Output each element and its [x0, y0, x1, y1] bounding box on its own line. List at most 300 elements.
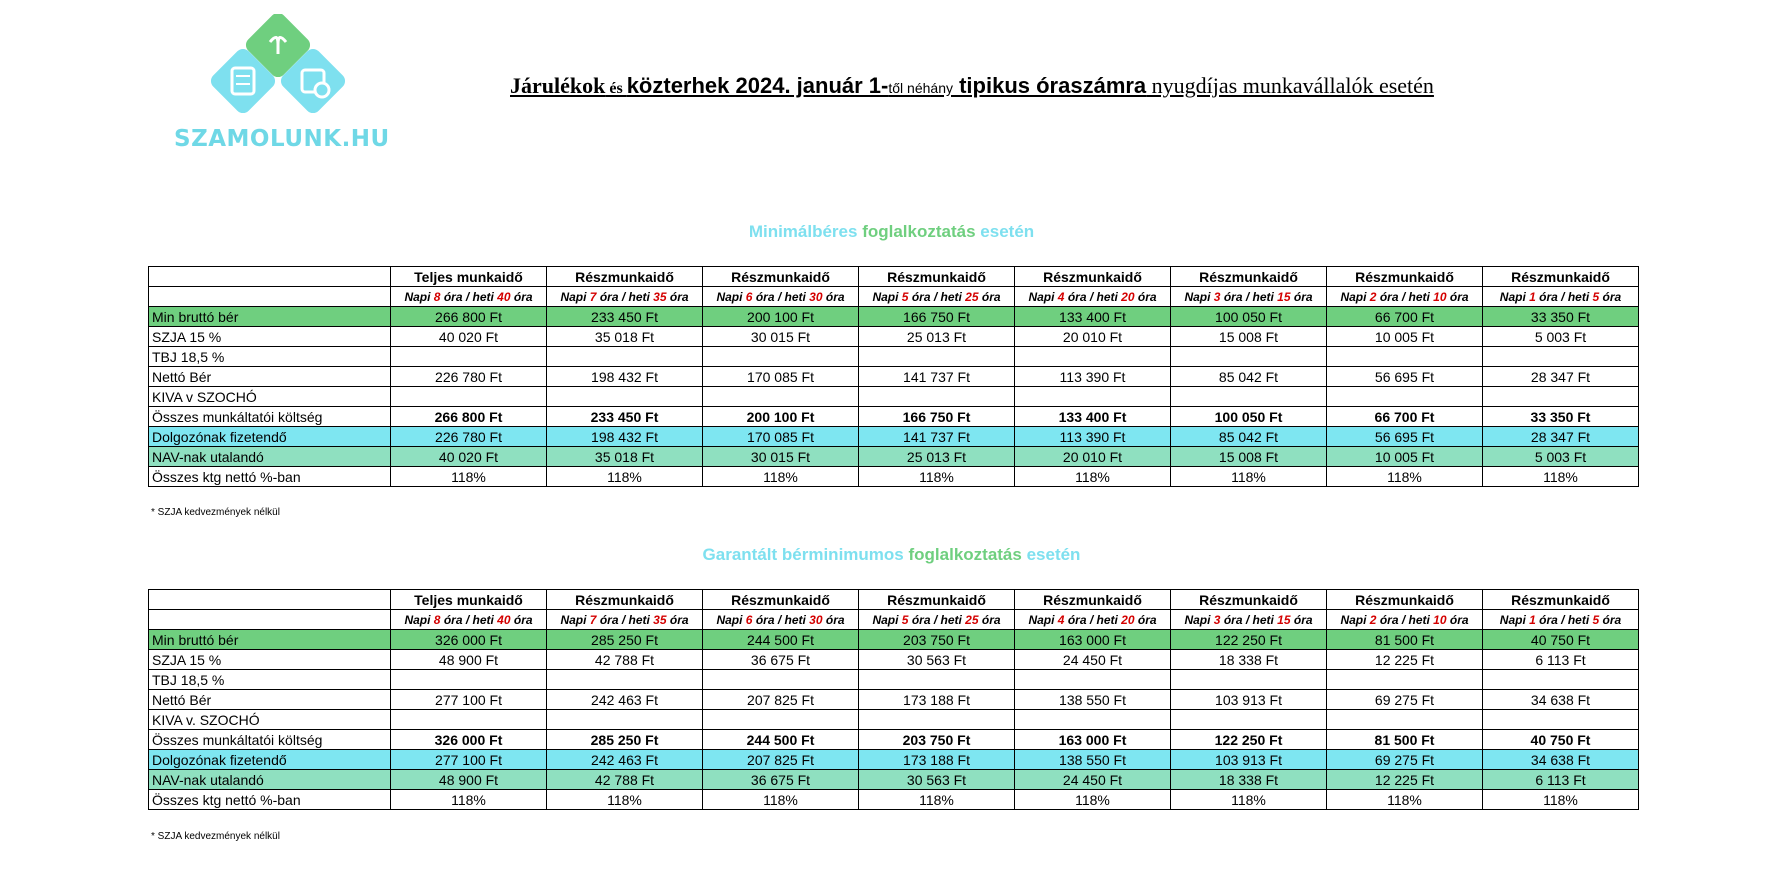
table-cell: [1327, 347, 1483, 367]
table-cell: 200 100 Ft: [703, 407, 859, 427]
minimum-wage-table: [148, 266, 1639, 487]
table-cell: 118%: [547, 467, 703, 487]
column-header: Részmunkaidő: [1171, 267, 1327, 287]
column-header: Részmunkaidő: [1483, 267, 1639, 287]
table-cell: 12 225 Ft: [1327, 770, 1483, 790]
hours-text: Napi: [1184, 612, 1214, 627]
column-header: Részmunkaidő: [703, 267, 859, 287]
table-cell: 133 400 Ft: [1015, 407, 1171, 427]
table-cell: 277 100 Ft: [391, 750, 547, 770]
table-cell: 166 750 Ft: [859, 307, 1015, 327]
hours-cell: [703, 610, 859, 630]
table-row: [149, 710, 1639, 730]
weekly-hours: 5: [1592, 612, 1600, 627]
daily-hours: 2: [1369, 289, 1377, 304]
table-row: [149, 770, 1639, 790]
title-part-4: től néhány: [888, 80, 953, 96]
daily-hours: 2: [1369, 612, 1377, 627]
hours-text: óra: [1599, 289, 1622, 304]
row-label: Min bruttó bér: [149, 630, 391, 650]
table-cell: 244 500 Ft: [703, 630, 859, 650]
hours-text: Napi: [872, 289, 902, 304]
table-cell: 40 020 Ft: [391, 327, 547, 347]
table-cell: 198 432 Ft: [547, 367, 703, 387]
table-cell: [547, 347, 703, 367]
hours-row: [149, 287, 1639, 307]
daily-hours: 6: [745, 289, 753, 304]
section-title-c: esetén: [1026, 545, 1081, 564]
column-header: Teljes munkaidő: [391, 267, 547, 287]
table-cell: 20 010 Ft: [1015, 447, 1171, 467]
table-cell: 118%: [859, 467, 1015, 487]
table-cell: 207 825 Ft: [703, 690, 859, 710]
hours-text: óra: [978, 612, 1001, 627]
table-cell: 56 695 Ft: [1327, 427, 1483, 447]
table-cell: 30 563 Ft: [859, 770, 1015, 790]
column-header: Részmunkaidő: [1171, 590, 1327, 610]
hours-text: óra: [1446, 612, 1469, 627]
daily-hours: 5: [901, 289, 909, 304]
title-part-3: közterhek 2024. január 1-: [626, 73, 889, 98]
table-cell: 266 800 Ft: [391, 407, 547, 427]
header-row: [149, 267, 1639, 287]
table-cell: [703, 710, 859, 730]
table-row: [149, 387, 1639, 407]
weekly-hours: 10: [1433, 612, 1447, 627]
table-cell: 118%: [1483, 790, 1639, 810]
table-cell: 100 050 Ft: [1171, 307, 1327, 327]
hours-text: óra: [822, 612, 845, 627]
table-cell: 226 780 Ft: [391, 427, 547, 447]
table-cell: 10 005 Ft: [1327, 327, 1483, 347]
table-cell: 66 700 Ft: [1327, 307, 1483, 327]
hours-text: óra: [1446, 289, 1469, 304]
table-row: [149, 690, 1639, 710]
table-cell: 40 020 Ft: [391, 447, 547, 467]
table-footnote: * SZJA kedvezmények nélkül: [151, 831, 280, 842]
weekly-hours: 40: [497, 612, 511, 627]
table-cell: 141 737 Ft: [859, 427, 1015, 447]
table-cell: 35 018 Ft: [547, 447, 703, 467]
hours-text: óra / heti: [752, 289, 810, 304]
table-cell: 25 013 Ft: [859, 447, 1015, 467]
row-label: Nettó Bér: [149, 367, 391, 387]
weekly-hours: 20: [1121, 612, 1135, 627]
table-cell: 18 338 Ft: [1171, 650, 1327, 670]
table-cell: 5 003 Ft: [1483, 327, 1639, 347]
table-cell: 118%: [859, 790, 1015, 810]
hours-cell: [859, 610, 1015, 630]
hours-cell: [859, 287, 1015, 307]
table-cell: [1171, 670, 1327, 690]
table-cell: 25 013 Ft: [859, 327, 1015, 347]
table-cell: 226 780 Ft: [391, 367, 547, 387]
weekly-hours: 10: [1433, 289, 1447, 304]
column-header: Részmunkaidő: [1327, 590, 1483, 610]
row-label: Dolgozónak fizetendő: [149, 427, 391, 447]
table-cell: [547, 670, 703, 690]
table-cell: 285 250 Ft: [547, 730, 703, 750]
table-cell: 5 003 Ft: [1483, 447, 1639, 467]
hours-text: óra: [510, 289, 533, 304]
table-cell: 198 432 Ft: [547, 427, 703, 447]
hours-text: Napi: [560, 612, 590, 627]
hours-text: Napi: [872, 612, 902, 627]
table-cell: 30 015 Ft: [703, 447, 859, 467]
table-cell: [1171, 347, 1327, 367]
table-cell: [547, 710, 703, 730]
hours-cell: [1327, 287, 1483, 307]
hours-text: Napi: [404, 289, 434, 304]
hours-text: óra / heti: [596, 612, 654, 627]
table-cell: [703, 347, 859, 367]
title-part-2: és: [605, 80, 627, 97]
row-label: Min bruttó bér: [149, 307, 391, 327]
table-cell: 138 550 Ft: [1015, 690, 1171, 710]
hours-cell: [1015, 287, 1171, 307]
table-cell: 36 675 Ft: [703, 770, 859, 790]
table-cell: 118%: [1171, 467, 1327, 487]
weekly-hours: 30: [809, 612, 823, 627]
hours-text: Napi: [1499, 289, 1530, 304]
table-cell: 166 750 Ft: [859, 407, 1015, 427]
table-row: [149, 327, 1639, 347]
table-cell: 285 250 Ft: [547, 630, 703, 650]
table-cell: 233 450 Ft: [547, 307, 703, 327]
table-row: [149, 447, 1639, 467]
weekly-hours: 15: [1277, 612, 1291, 627]
table-cell: 326 000 Ft: [391, 630, 547, 650]
column-header: Részmunkaidő: [1015, 267, 1171, 287]
column-header: Részmunkaidő: [1015, 590, 1171, 610]
table-cell: 122 250 Ft: [1171, 630, 1327, 650]
hours-empty-cell: [149, 610, 391, 630]
hours-text: óra: [1290, 289, 1313, 304]
hours-text: Napi: [1028, 612, 1058, 627]
hours-text: óra: [666, 289, 689, 304]
table-cell: 56 695 Ft: [1327, 367, 1483, 387]
table-cell: [391, 710, 547, 730]
table-cell: 35 018 Ft: [547, 327, 703, 347]
row-label: NAV-nak utalandó: [149, 447, 391, 467]
row-label: Összes munkáltatói költség: [149, 407, 391, 427]
hours-text: óra / heti: [440, 289, 498, 304]
table-cell: 173 188 Ft: [859, 750, 1015, 770]
logo-text: SZAMOLUNK.HU: [174, 126, 390, 152]
table-cell: 10 005 Ft: [1327, 447, 1483, 467]
table-row: [149, 407, 1639, 427]
table-cell: 203 750 Ft: [859, 630, 1015, 650]
table-row: [149, 670, 1639, 690]
table-cell: 81 500 Ft: [1327, 730, 1483, 750]
table-cell: 200 100 Ft: [703, 307, 859, 327]
hours-text: óra: [1134, 289, 1157, 304]
header-empty-cell: [149, 267, 391, 287]
daily-hours: 5: [901, 612, 909, 627]
table-cell: [859, 387, 1015, 407]
hours-cell: [1171, 610, 1327, 630]
table-cell: 40 750 Ft: [1483, 630, 1639, 650]
table-cell: [391, 347, 547, 367]
table-cell: 28 347 Ft: [1483, 367, 1639, 387]
hours-text: óra / heti: [908, 612, 966, 627]
table-row: [149, 367, 1639, 387]
table-cell: [1483, 347, 1639, 367]
table-cell: 242 463 Ft: [547, 690, 703, 710]
hours-cell: [391, 610, 547, 630]
column-header: Részmunkaidő: [1327, 267, 1483, 287]
table-cell: 118%: [391, 467, 547, 487]
table-cell: [859, 710, 1015, 730]
table-cell: 122 250 Ft: [1171, 730, 1327, 750]
table-footnote: * SZJA kedvezmények nélkül: [151, 507, 280, 518]
daily-hours: 3: [1213, 289, 1221, 304]
row-label: KIVA v SZOCHÓ: [149, 387, 391, 407]
title-part-1: Járulékok: [510, 73, 606, 98]
hours-text: óra / heti: [1064, 289, 1122, 304]
weekly-hours: 25: [965, 289, 979, 304]
table-cell: 118%: [1015, 467, 1171, 487]
hours-cell: [1483, 610, 1639, 630]
hours-text: Napi: [716, 289, 746, 304]
hours-text: óra: [978, 289, 1001, 304]
table-cell: 203 750 Ft: [859, 730, 1015, 750]
table-cell: [547, 387, 703, 407]
table-cell: 118%: [703, 467, 859, 487]
table-cell: 85 042 Ft: [1171, 367, 1327, 387]
row-label: SZJA 15 %: [149, 650, 391, 670]
hours-text: Napi: [1340, 289, 1370, 304]
table-cell: 326 000 Ft: [391, 730, 547, 750]
table-cell: 81 500 Ft: [1327, 630, 1483, 650]
table-cell: 118%: [1327, 790, 1483, 810]
table-cell: 85 042 Ft: [1171, 427, 1327, 447]
table-cell: 118%: [703, 790, 859, 810]
table-cell: 42 788 Ft: [547, 770, 703, 790]
table-cell: [391, 387, 547, 407]
table-cell: 18 338 Ft: [1171, 770, 1327, 790]
section-title-b: foglalkoztatás: [862, 222, 976, 241]
table-cell: 277 100 Ft: [391, 690, 547, 710]
hours-row: [149, 610, 1639, 630]
page-title: [510, 73, 1434, 99]
column-header: Részmunkaidő: [859, 267, 1015, 287]
hours-text: óra: [822, 289, 845, 304]
table-cell: [1015, 387, 1171, 407]
daily-hours: 8: [433, 289, 441, 304]
table-cell: 33 350 Ft: [1483, 307, 1639, 327]
column-header: Részmunkaidő: [859, 590, 1015, 610]
table-cell: 15 008 Ft: [1171, 447, 1327, 467]
daily-hours: 6: [745, 612, 753, 627]
table-cell: 113 390 Ft: [1015, 367, 1171, 387]
hours-text: óra / heti: [908, 289, 966, 304]
table-cell: 233 450 Ft: [547, 407, 703, 427]
section-1-title: [0, 222, 1783, 242]
table-cell: 48 900 Ft: [391, 650, 547, 670]
table-cell: 103 913 Ft: [1171, 690, 1327, 710]
table-cell: 66 700 Ft: [1327, 407, 1483, 427]
daily-hours: 1: [1529, 612, 1536, 627]
table-cell: 24 450 Ft: [1015, 650, 1171, 670]
table-cell: [1327, 710, 1483, 730]
hours-text: óra / heti: [752, 612, 810, 627]
hours-text: Napi: [1184, 289, 1214, 304]
table-cell: [859, 347, 1015, 367]
table-row: [149, 347, 1639, 367]
table-cell: [703, 670, 859, 690]
row-label: KIVA v. SZOCHÓ: [149, 710, 391, 730]
row-label: Összes ktg nettó %-ban: [149, 790, 391, 810]
header-row: [149, 590, 1639, 610]
table-cell: [1171, 387, 1327, 407]
row-label: TBJ 18,5 %: [149, 670, 391, 690]
weekly-hours: 15: [1277, 289, 1291, 304]
table-cell: 244 500 Ft: [703, 730, 859, 750]
header-empty-cell: [149, 590, 391, 610]
hours-text: óra / heti: [1376, 612, 1434, 627]
table-cell: 207 825 Ft: [703, 750, 859, 770]
hours-text: óra: [1599, 612, 1622, 627]
table-cell: 36 675 Ft: [703, 650, 859, 670]
weekly-hours: 35: [653, 289, 667, 304]
table-cell: 42 788 Ft: [547, 650, 703, 670]
section-title-a: Garantált bérminimumos: [702, 545, 904, 564]
logo-icon: [210, 14, 350, 129]
column-header: Részmunkaidő: [547, 590, 703, 610]
hours-text: óra / heti: [596, 289, 654, 304]
table-cell: 40 750 Ft: [1483, 730, 1639, 750]
table-cell: 12 225 Ft: [1327, 650, 1483, 670]
row-label: Nettó Bér: [149, 690, 391, 710]
table-cell: 69 275 Ft: [1327, 750, 1483, 770]
hours-text: Napi: [560, 289, 590, 304]
table-cell: [391, 670, 547, 690]
hours-cell: [1015, 610, 1171, 630]
hours-text: óra / heti: [1220, 289, 1278, 304]
table-row: [149, 427, 1639, 447]
table-row: [149, 307, 1639, 327]
table-cell: [703, 387, 859, 407]
table-cell: [1015, 347, 1171, 367]
table-cell: 133 400 Ft: [1015, 307, 1171, 327]
weekly-hours: 5: [1592, 289, 1600, 304]
table-cell: 100 050 Ft: [1171, 407, 1327, 427]
hours-text: óra / heti: [440, 612, 498, 627]
table-cell: 20 010 Ft: [1015, 327, 1171, 347]
table-cell: [1327, 387, 1483, 407]
weekly-hours: 20: [1121, 289, 1135, 304]
column-header: Részmunkaidő: [1483, 590, 1639, 610]
hours-text: Napi: [404, 612, 434, 627]
table-cell: [1171, 710, 1327, 730]
hours-text: óra / heti: [1376, 289, 1434, 304]
hours-cell: [1327, 610, 1483, 630]
table-cell: 113 390 Ft: [1015, 427, 1171, 447]
hours-text: Napi: [1499, 612, 1530, 627]
table-cell: [1483, 710, 1639, 730]
daily-hours: 3: [1213, 612, 1221, 627]
table-cell: 34 638 Ft: [1483, 690, 1639, 710]
hours-cell: [1483, 287, 1639, 307]
table-cell: 118%: [1483, 467, 1639, 487]
hours-cell: [547, 287, 703, 307]
section-title-c: esetén: [980, 222, 1035, 241]
hours-text: Napi: [716, 612, 746, 627]
hours-empty-cell: [149, 287, 391, 307]
hours-text: óra / heti: [1220, 612, 1278, 627]
table-cell: 24 450 Ft: [1015, 770, 1171, 790]
hours-text: óra: [1134, 612, 1157, 627]
weekly-hours: 30: [809, 289, 823, 304]
row-label: SZJA 15 %: [149, 327, 391, 347]
table-cell: [1483, 387, 1639, 407]
table-cell: 163 000 Ft: [1015, 630, 1171, 650]
table-cell: 33 350 Ft: [1483, 407, 1639, 427]
hours-text: Napi: [1028, 289, 1058, 304]
table-cell: 266 800 Ft: [391, 307, 547, 327]
table-cell: 15 008 Ft: [1171, 327, 1327, 347]
title-part-5: tipikus óraszámra: [952, 73, 1147, 98]
table-row: [149, 630, 1639, 650]
hours-text: óra / heti: [1535, 612, 1593, 627]
table-cell: 170 085 Ft: [703, 427, 859, 447]
table-cell: 118%: [1015, 790, 1171, 810]
table-cell: 173 188 Ft: [859, 690, 1015, 710]
table-row: [149, 650, 1639, 670]
table-cell: [859, 670, 1015, 690]
row-label: Dolgozónak fizetendő: [149, 750, 391, 770]
hours-text: óra / heti: [1064, 612, 1122, 627]
weekly-hours: 35: [653, 612, 667, 627]
hours-text: óra: [510, 612, 533, 627]
logo: [170, 14, 390, 154]
table-cell: 170 085 Ft: [703, 367, 859, 387]
table-cell: 163 000 Ft: [1015, 730, 1171, 750]
column-header: Teljes munkaidő: [391, 590, 547, 610]
table-cell: 34 638 Ft: [1483, 750, 1639, 770]
daily-hours: 7: [589, 612, 597, 627]
table-cell: 141 737 Ft: [859, 367, 1015, 387]
table-cell: 103 913 Ft: [1171, 750, 1327, 770]
table-cell: [1327, 670, 1483, 690]
section-title-b: foglalkoztatás: [908, 545, 1022, 564]
row-label: NAV-nak utalandó: [149, 770, 391, 790]
daily-hours: 1: [1529, 289, 1536, 304]
table-cell: [1015, 710, 1171, 730]
table-cell: 28 347 Ft: [1483, 427, 1639, 447]
section-title-a: Minimálbéres: [748, 222, 858, 241]
hours-cell: [1171, 287, 1327, 307]
column-header: Részmunkaidő: [703, 590, 859, 610]
title-part-6: nyugdíjas munkavállalók esetén: [1146, 73, 1434, 98]
table-cell: 48 900 Ft: [391, 770, 547, 790]
hours-text: Napi: [1340, 612, 1370, 627]
guaranteed-minimum-table: [148, 589, 1639, 810]
table-cell: 138 550 Ft: [1015, 750, 1171, 770]
table-cell: 6 113 Ft: [1483, 650, 1639, 670]
hours-cell: [703, 287, 859, 307]
daily-hours: 4: [1057, 289, 1065, 304]
column-header: Részmunkaidő: [547, 267, 703, 287]
row-label: TBJ 18,5 %: [149, 347, 391, 367]
hours-text: óra / heti: [1535, 289, 1593, 304]
table-cell: 6 113 Ft: [1483, 770, 1639, 790]
daily-hours: 8: [433, 612, 441, 627]
row-label: Összes munkáltatói költség: [149, 730, 391, 750]
table-cell: [1483, 670, 1639, 690]
row-label: Összes ktg nettó %-ban: [149, 467, 391, 487]
